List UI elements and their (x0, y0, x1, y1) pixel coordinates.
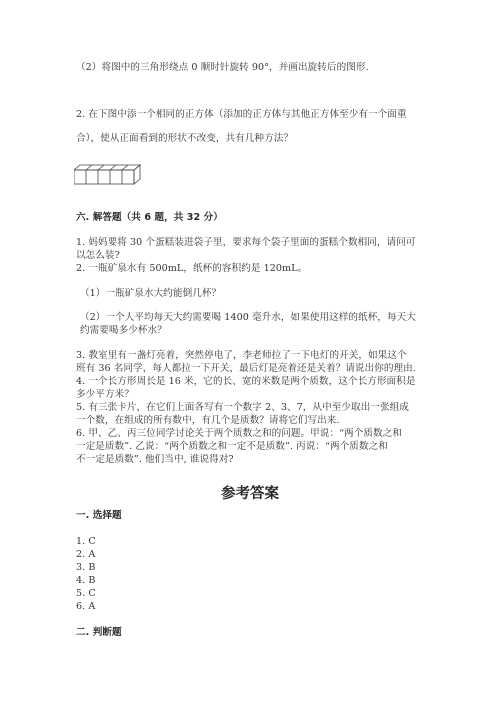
q3-line1: 3. 教室里有一盏灯亮着，突然停电了，李老师拉了一下电灯的开关，如果这个 (76, 350, 407, 361)
q1-line2: 以怎么装? (76, 250, 120, 261)
q-add-cube-line1: 2. 在下图中添一个相同的正方体（添加的正方体与其他正方体至少有一个面重 (76, 109, 407, 120)
answer-item: 5. C (76, 588, 96, 599)
q2-sub1: （1）一瓶矿泉水大约能倒几杯？ (80, 288, 222, 299)
q6-line3: 不一定是质数”. 他们当中, 谁说得对? (76, 454, 234, 465)
answer-item: 4. B (76, 575, 96, 586)
q2-line1: 2. 一瓶矿泉水有 500mL，纸杯的容积约是 120mL。 (76, 263, 308, 274)
q6-line2: 一定是质数”. 乙说：“两个质数之和一定不是质数”. 丙说：“两个质数之和 (76, 441, 388, 452)
q6-line1: 6. 甲、乙、丙三位同学讨论关于两个质数之和的问题。甲说：“两个质数之和 (76, 428, 402, 439)
q3-line2: 班有 36 名同学，每人都拉一下开关，最后灯是亮着还是关着？请说出你的理由. (76, 363, 416, 374)
answers-part2-heading: 二. 判断题 (76, 627, 122, 638)
q5-line1: 5. 有三张卡片，在它们上面各写有一个数字 2、3、7，从中至少取出一张组成 (76, 402, 409, 413)
section-six-heading: 六. 解答题（共 6 题，共 32 分） (76, 212, 223, 223)
answer-item: 2. A (76, 549, 96, 560)
q4-line2: 多少平方米？ (76, 389, 134, 400)
q1-line1: 1. 妈妈要将 30 个蛋糕装进袋子里，要求每个袋子里面的蛋糕个数相同，请问可 (76, 237, 416, 248)
answer-item: 3. B (76, 562, 96, 573)
answer-item: 1. C (76, 536, 96, 547)
q2-sub2-line1: （2）一个人平均每天大约需要喝 1400 毫升水，如果使用这样的纸杯，每天大 (80, 312, 416, 323)
cube-row-figure (74, 164, 146, 186)
q2-sub2-line2: 约需要喝多少杯水？ (80, 325, 167, 336)
q5-line2: 一个数，在组成的所有数中，有几个是质数？请将它们写出来. (76, 415, 340, 426)
q-add-cube-line2: 合），使从正面看到的形状不改变，共有几种方法？ (76, 133, 294, 144)
answer-key-title: 参考答案 (221, 486, 279, 502)
answers-part1-heading: 一. 选择题 (76, 510, 122, 521)
q4-line1: 4. 一个长方形周长是 16 米，它的长、宽的米数是两个质数，这个长方形面积是 (76, 376, 416, 387)
q-rotate-triangle: （2）将图中的三角形绕点 0 顺时针旋转 90°，并画出旋转后的图形. (76, 62, 369, 73)
answer-item: 6. A (76, 601, 96, 612)
